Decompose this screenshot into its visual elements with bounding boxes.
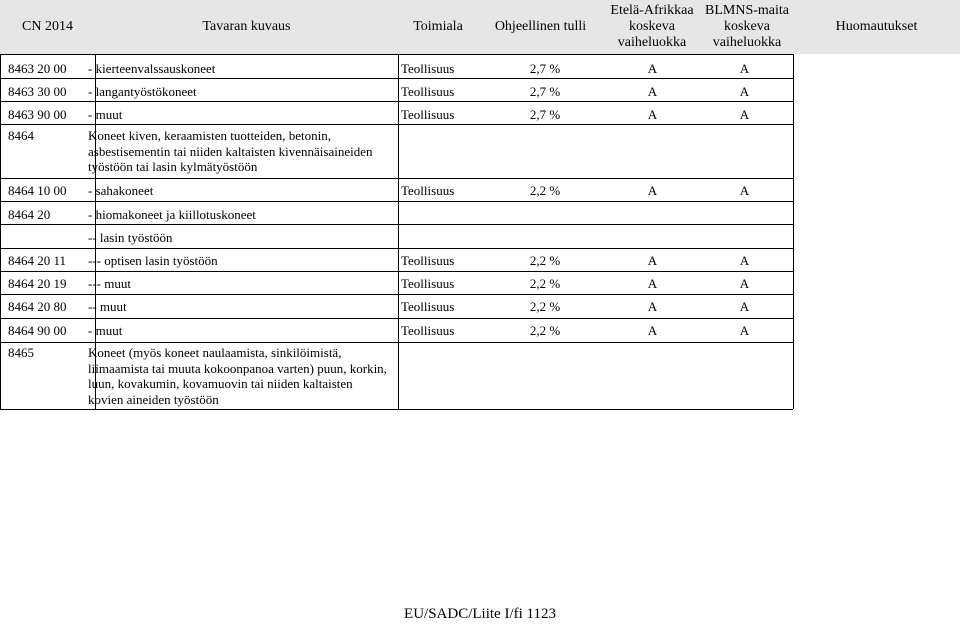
row-divider bbox=[0, 318, 793, 319]
sector-value: Teollisuus bbox=[401, 61, 455, 76]
description-line: - sahakoneet bbox=[88, 183, 154, 198]
sector-value: Teollisuus bbox=[401, 299, 455, 314]
header-blmns-category bbox=[701, 0, 793, 54]
blmns-category-value: A bbox=[739, 299, 750, 314]
cn-code: 8464 bbox=[8, 128, 34, 143]
cn-code: 8464 20 bbox=[8, 207, 51, 222]
indicative-duty-value: 2,2 % bbox=[529, 183, 561, 198]
description-line: - muut bbox=[88, 323, 123, 338]
indicative-duty-value: 2,2 % bbox=[529, 253, 561, 268]
row-divider bbox=[0, 54, 793, 55]
description-line: Koneet (myös koneet naulaamista, sinkilöimistä, bbox=[88, 345, 342, 360]
indicative-duty-value: 2,2 % bbox=[529, 276, 561, 291]
za-category-value: A bbox=[647, 183, 658, 198]
header-indicative-label: Ohjeellinen tulli bbox=[494, 19, 587, 34]
description-line: Koneet kiven, keraamisten tuotteiden, betonin, bbox=[88, 128, 331, 143]
description-line: kovien aineiden työstöön bbox=[88, 391, 219, 407]
blmns-category-value: A bbox=[739, 61, 750, 76]
description-line: -- lasin työstöön bbox=[88, 230, 173, 245]
header-cn-label: CN 2014 bbox=[22, 19, 73, 34]
cn-code: 8464 20 19 bbox=[8, 276, 67, 291]
description-line: --- muut bbox=[88, 276, 131, 291]
page-footer: EU/SADC/Liite I/fi 1123 bbox=[404, 606, 556, 622]
cn-code: 8463 20 00 bbox=[8, 61, 67, 76]
indicative-duty-value: 2,7 % bbox=[529, 84, 561, 99]
sector-value: Teollisuus bbox=[401, 107, 455, 122]
description-line: - kierteenvalssauskoneet bbox=[88, 61, 216, 76]
header-remarks bbox=[793, 0, 960, 54]
header-sector-label: Toimiala bbox=[413, 19, 463, 34]
cn-code: 8463 30 00 bbox=[8, 84, 67, 99]
za-category-value: A bbox=[647, 84, 658, 99]
sector-value: Teollisuus bbox=[401, 323, 455, 338]
description-line: -- muut bbox=[88, 299, 127, 314]
header-za-line3: vaiheluokka bbox=[617, 35, 687, 50]
sector-value: Teollisuus bbox=[401, 84, 455, 99]
row-divider bbox=[0, 78, 793, 79]
description-line: - langantyöstökoneet bbox=[88, 84, 197, 99]
row-divider bbox=[0, 271, 793, 272]
header-blmns-line3: vaiheluokka bbox=[712, 35, 782, 50]
za-category-value: A bbox=[647, 323, 658, 338]
header-za-line2: koskeva bbox=[629, 19, 675, 34]
blmns-category-value: A bbox=[739, 253, 750, 268]
indicative-duty-value: 2,2 % bbox=[529, 323, 561, 338]
header-remarks-label: Huomautukset bbox=[835, 19, 918, 34]
indicative-duty-value: 2,7 % bbox=[529, 61, 561, 76]
description-line: työstöön tai lasin kylmätyöstöön bbox=[88, 159, 258, 174]
za-category-value: A bbox=[647, 61, 658, 76]
column-divider bbox=[398, 54, 399, 409]
za-category-value: A bbox=[647, 253, 658, 268]
cn-code: 8464 20 11 bbox=[8, 253, 67, 268]
header-description bbox=[95, 0, 398, 54]
row-divider bbox=[0, 342, 793, 343]
blmns-category-value: A bbox=[739, 84, 750, 99]
header-za-line1: Etelä-Afrikkaa bbox=[610, 3, 694, 18]
blmns-category-value: A bbox=[739, 107, 750, 122]
za-category-value: A bbox=[647, 276, 658, 291]
cn-code: 8463 90 00 bbox=[8, 107, 67, 122]
indicative-duty-value: 2,7 % bbox=[529, 107, 561, 122]
cn-code: 8464 10 00 bbox=[8, 183, 67, 198]
row-divider bbox=[0, 409, 793, 410]
description-line: liimaamista tai muuta kokoonpanoa varten) puun, korkin, bbox=[88, 360, 387, 376]
cn-code: 8464 20 80 bbox=[8, 299, 67, 314]
description-line: asbestisementin tai niiden kaltaisten kivennäisaineiden bbox=[88, 143, 373, 159]
row-divider bbox=[0, 224, 793, 225]
header-za-category bbox=[603, 0, 701, 54]
row-divider bbox=[0, 248, 793, 249]
sector-value: Teollisuus bbox=[401, 253, 455, 268]
za-category-value: A bbox=[647, 299, 658, 314]
description-line: --- optisen lasin työstöön bbox=[88, 253, 218, 268]
header-sector bbox=[398, 0, 478, 54]
sector-value: Teollisuus bbox=[401, 183, 455, 198]
row-divider bbox=[0, 178, 793, 179]
header-indicative-duty bbox=[478, 0, 603, 54]
description-line: - muut bbox=[88, 107, 123, 122]
column-divider bbox=[793, 54, 794, 409]
header-cn bbox=[0, 0, 95, 54]
za-category-value: A bbox=[647, 107, 658, 122]
column-divider bbox=[0, 54, 1, 409]
blmns-category-value: A bbox=[739, 183, 750, 198]
cn-code: 8464 90 00 bbox=[8, 323, 67, 338]
row-divider bbox=[0, 101, 793, 102]
header-description-label: Tavaran kuvaus bbox=[202, 19, 291, 34]
sector-value: Teollisuus bbox=[401, 276, 455, 291]
header-blmns-line2: koskeva bbox=[724, 19, 770, 34]
row-divider bbox=[0, 201, 793, 202]
description-line: luun, kovakumin, kovamuovin tai niiden kaltaisten bbox=[88, 376, 353, 391]
cn-code: 8465 bbox=[8, 345, 34, 360]
indicative-duty-value: 2,2 % bbox=[529, 299, 561, 314]
row-divider bbox=[0, 294, 793, 295]
row-divider bbox=[0, 124, 793, 125]
blmns-category-value: A bbox=[739, 276, 750, 291]
description-line: - hiomakoneet ja kiillotuskoneet bbox=[88, 207, 256, 222]
header-blmns-line1: BLMNS-maita bbox=[705, 3, 789, 18]
blmns-category-value: A bbox=[739, 323, 750, 338]
